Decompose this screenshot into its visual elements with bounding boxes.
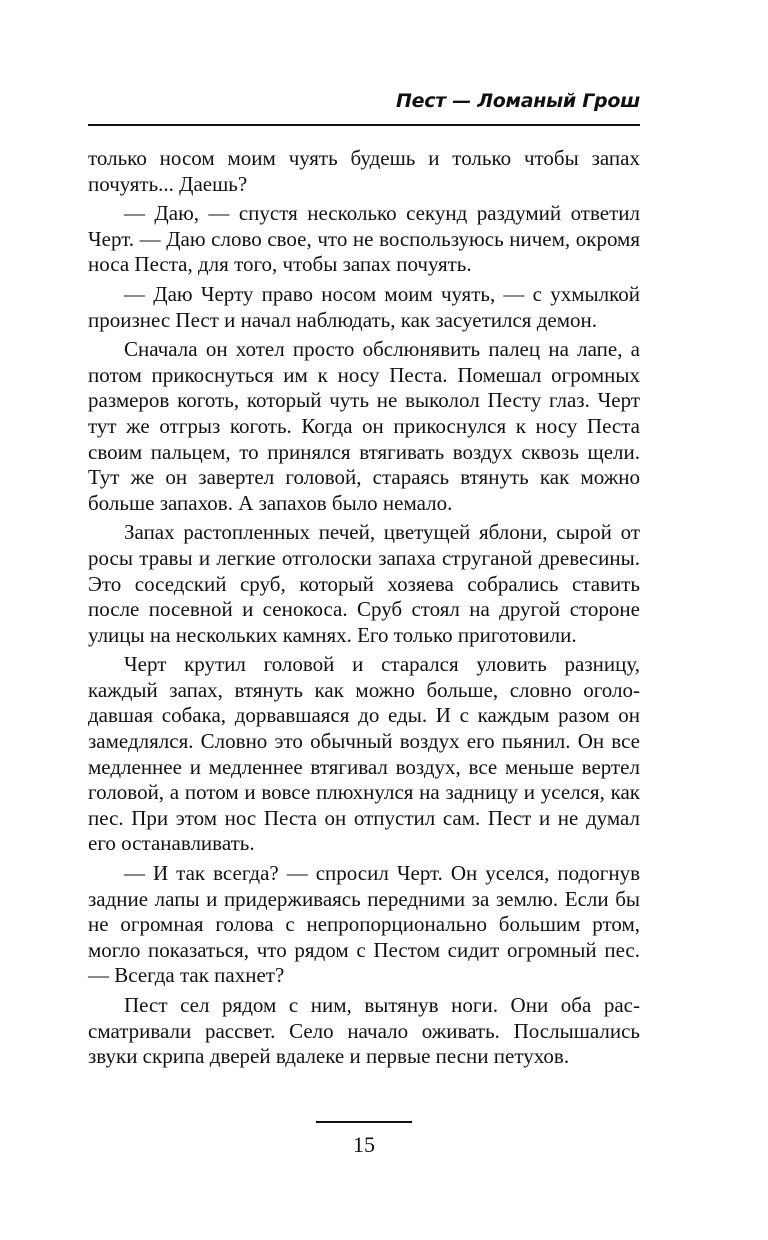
paragraph-7: — И так всегда? — спросил Черт. Он уселся, подогнув задние лапы и придерживаясь передними за землю. Если бы не огромная голова с непропорционально большим ртом, могло показаться, что рядом с Пестом сидит огромный пес. — Всегда так пахнет?	[88, 861, 640, 988]
paragraph-5: Запах растопленных печей, цветущей яблони, сырой от росы травы и легкие отголоски запаха струганой древесины. Это соседский сруб, который хозяева собрались ставить после посевной и сенокоса. Сруб стоял на другой стороне улицы на нескольких камнях. Его только приготовили.	[88, 520, 640, 647]
header-rule	[88, 124, 640, 126]
body-text	[88, 146, 640, 1070]
paragraph-6: Черт крутил головой и старался уловить разницу, каждый запах, втянуть как можно больше, словно оголодавшая собака, дорвавшаяся до еды. И с каждым разом он замедлялся. Словно это обычный воздух его пьянил. Он все медленнее и медленнее втягивал воздух, все меньше вертел головой, а потом и вовсе плюхнулся на задницу и уселся, как пес. При этом нос Песта он отпустил сам. Пест и не думал его останавливать.	[88, 652, 640, 856]
paragraph-2: — Даю, — спустя несколько секунд раздумий ответил Черт. — Даю слово свое, что не воспользуюсь ничем, окромя носа Песта, для того, чтобы запах почуять.	[88, 201, 640, 277]
paragraph-3: — Даю Черту право носом моим чуять, — с ухмылкой произнес Пест и начал наблюдать, как засуетился демон.	[88, 281, 640, 332]
paragraph-1: только носом моим чуять будешь и только чтобы запах почуять... Даешь?	[88, 146, 640, 196]
paragraph-8: Пест сел рядом с ним, вытянув ноги. Они оба рассматривали рассвет. Село начало оживать. Послышались звуки скрипа дверей вдалеке и первые песни петухов.	[88, 993, 640, 1069]
page-number: 15	[353, 1132, 375, 1157]
footer-rule	[316, 1121, 412, 1123]
running-head-title: Пест — Ломаный Грош	[396, 90, 640, 112]
paragraph-4: Сначала он хотел просто обслюнявить палец на лапе, а потом прикоснуться им к носу Песта. Помешал огромных размеров коготь, который чуть не выколол Песту глаз. Черт тут же отгрыз коготь. Когда он прикоснулся к носу Песта своим пальцем, то принялся втягивать воздух сквозь щели. Тут же он завертел головой, стараясь втянуть как можно больше запахов. А запахов было немало.	[88, 337, 640, 515]
